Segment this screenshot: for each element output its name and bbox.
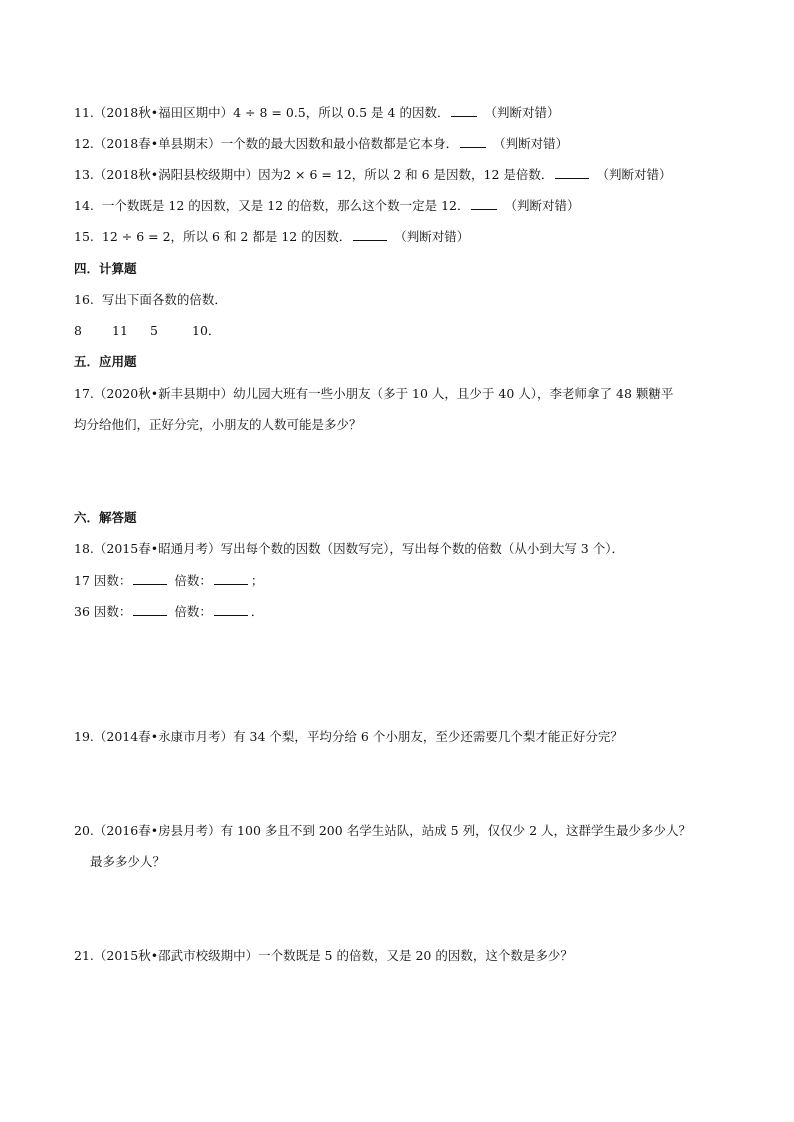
answer-blank[interactable] [471, 198, 497, 210]
question-16-values [74, 323, 220, 339]
question-18-row-36 [74, 604, 263, 620]
question-text: ，所以 0.5 是 4 的因数． [305, 105, 450, 120]
answer-blank[interactable] [353, 229, 387, 241]
answer-blank[interactable] [460, 136, 486, 148]
question-number: 20. [74, 823, 94, 838]
question-number: 17. [74, 386, 94, 401]
question-number: 19. [74, 729, 94, 744]
question-13 [74, 167, 671, 183]
question-21 [74, 948, 573, 964]
multiple-label: 倍数： [174, 604, 212, 619]
punctuation: ； [250, 573, 264, 588]
question-number: 18. [74, 541, 94, 556]
question-source: （2016春•房县月考） [93, 823, 221, 838]
value-item: 10 [192, 323, 208, 338]
question-source: （2020秋•新丰县期中） [93, 386, 234, 401]
factor-answer-blank[interactable] [133, 573, 167, 585]
question-source: （2015秋•邵武市校级期中） [93, 948, 259, 963]
question-number: 21. [74, 948, 94, 963]
question-text: 一个数的最大因数和最小倍数都是它本身． [220, 136, 459, 151]
value-item: ． [207, 323, 221, 338]
question-18 [74, 541, 624, 557]
value-item: 11 [112, 323, 128, 338]
answer-blank[interactable] [555, 167, 589, 179]
multiple-answer-blank[interactable] [214, 604, 248, 616]
value-item: 5 [150, 323, 158, 338]
question-number: 13. [74, 167, 94, 182]
question-number: 12. [74, 136, 94, 151]
question-source: （2015春•昭通月考） [93, 541, 221, 556]
number-label: 17 [74, 573, 90, 588]
question-source: （2018秋•福田区期中） [93, 105, 234, 120]
question-20-line2: 最多多少人？ [90, 854, 166, 869]
punctuation: ． [250, 604, 264, 619]
answer-blank[interactable] [451, 105, 477, 117]
question-source: （2018春•单县期末） [93, 136, 221, 151]
judge-hint: （判断对错） [484, 105, 560, 120]
question-text: 有 100 多且不到 200 名学生站队，站成 5 列，仅仅少 2 人，这群学生最少多少人？ [220, 823, 691, 838]
question-17-line2: 均分给他们，正好分完，小朋友的人数可能是多少？ [74, 417, 362, 432]
math-expression: 4 ÷ 8 = 0.5 [233, 105, 306, 120]
factor-label: 因数： [93, 573, 132, 588]
question-text: 写出每个数的因数（因数写完），写出每个数的倍数（从小到大写 3 个）． [220, 541, 624, 556]
judge-hint: （判断对错） [493, 136, 569, 151]
question-number: 16. [74, 292, 94, 307]
value-item: 8 [74, 323, 82, 338]
number-label: 36 [74, 604, 90, 619]
question-text: ，所以 2 和 6 是因数，12 是倍数． [351, 167, 554, 182]
question-12 [74, 136, 568, 152]
question-text: 一个数既是 5 的倍数，又是 20 的因数，这个数是多少？ [258, 948, 573, 963]
question-text: 有 34 个梨，平均分给 6 个小朋友，至少还需要几个梨才能正好分完？ [233, 729, 623, 744]
section-heading-5: 五．应用题 [74, 354, 137, 369]
judge-hint: （判断对错） [596, 167, 672, 182]
question-number: 11. [74, 105, 94, 120]
section-heading-4: 四．计算题 [74, 261, 137, 276]
question-text: ，所以 6 和 2 都是 12 的因数． [170, 229, 352, 244]
question-text: 一个数既是 12 的因数，又是 12 的倍数，那么这个数一定是 12． [101, 198, 470, 213]
question-17 [74, 386, 673, 402]
question-14 [74, 198, 580, 214]
question-18-row-17 [74, 573, 263, 589]
math-expression: 12 ÷ 6 = 2 [101, 229, 171, 244]
judge-hint: （判断对错） [394, 229, 470, 244]
question-text: 幼儿园大班有一些小朋友（多于 10 人，且少于 40 人），李老师拿了 48 颗糖平 [233, 386, 674, 401]
question-19 [74, 729, 623, 745]
multiple-answer-blank[interactable] [214, 573, 248, 585]
question-source: （2014春•永康市月考） [93, 729, 234, 744]
question-16 [74, 292, 227, 308]
factor-label: 因数： [93, 604, 132, 619]
question-number: 14. [74, 198, 94, 213]
question-source: （2018秋•涡阳县校级期中） [93, 167, 259, 182]
question-11 [74, 105, 559, 121]
math-expression: 2 × 6 = 12 [283, 167, 352, 182]
judge-hint: （判断对错） [504, 198, 580, 213]
multiple-label: 倍数： [174, 573, 212, 588]
section-heading-6: 六．解答题 [74, 510, 137, 525]
question-15 [74, 229, 469, 245]
question-text: 写出下面各数的倍数． [101, 292, 227, 307]
question-text: 因为 [258, 167, 284, 182]
factor-answer-blank[interactable] [133, 604, 167, 616]
question-20 [74, 823, 691, 839]
question-number: 15. [74, 229, 94, 244]
